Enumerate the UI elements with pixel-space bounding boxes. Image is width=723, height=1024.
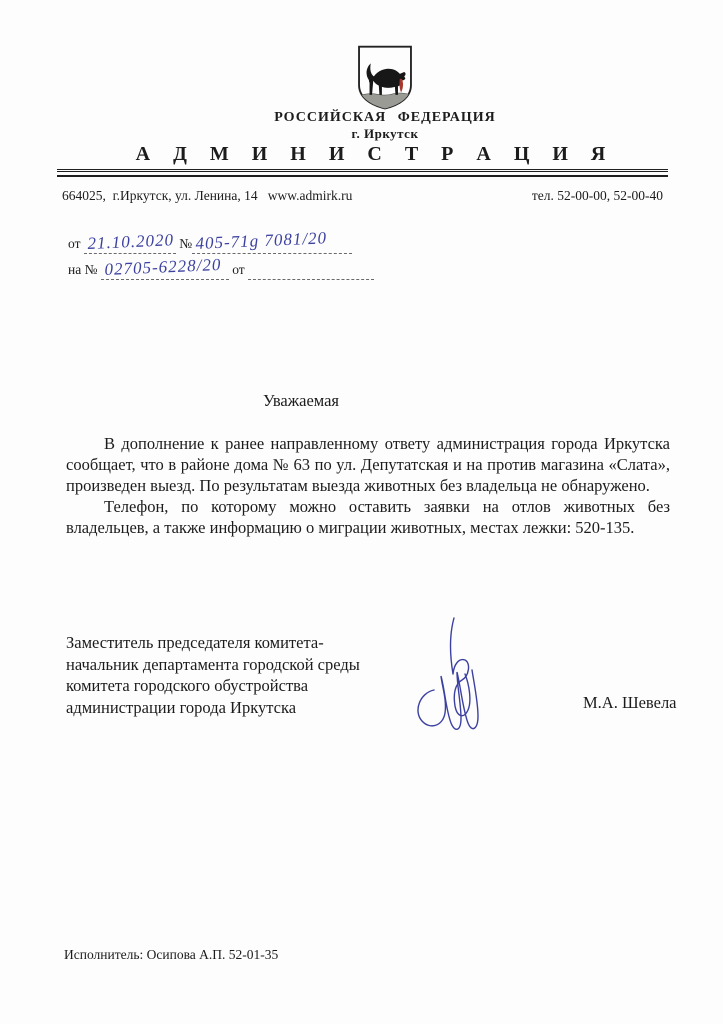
reply-number-blank xyxy=(101,254,229,280)
number-label: № xyxy=(175,236,193,251)
contact-row xyxy=(62,188,663,204)
city-title: г. Иркутск xyxy=(351,126,419,141)
from-label: от xyxy=(68,236,84,251)
postal-address: 664025, г.Иркутск, ул. Ленина, 14 www.admirk.ru xyxy=(62,188,353,203)
outgoing-reference-line xyxy=(68,228,374,254)
handwritten-date: 21.10.2020 xyxy=(86,230,175,254)
reply-date-label: от xyxy=(228,262,249,277)
signer-name: М.А. Шевела xyxy=(583,693,677,712)
handwritten-signature xyxy=(408,614,500,748)
reply-date-blank xyxy=(248,259,374,280)
signer-position xyxy=(66,632,426,718)
paragraph-2: Телефон, по которому можно оставить заявки на отлов животных без владельцев, а также информацию о миграции животных, местах лежки: 520-135. xyxy=(66,497,670,537)
handwritten-number: 405-71g 7081/20 xyxy=(195,228,328,254)
reference-block xyxy=(68,228,374,280)
header-divider xyxy=(57,169,668,177)
paragraph-1: В дополнение к ранее направленному ответу администрация города Иркутска сообщает, что в районе дома № 63 по ул. Депутатская и на против магазина «Слата», произведен выезд. По результатам выезда животных без владельца не обнаружено. xyxy=(66,434,670,495)
salutation: Уважаемая xyxy=(263,391,340,410)
position-line: комитета городского обустройства xyxy=(66,676,309,695)
reply-label: на № xyxy=(68,262,101,277)
organization-title: А Д М И Н И С Т Р А Ц И Я xyxy=(135,143,615,165)
executor-note: Исполнитель: Осипова А.П. 52-01-35 xyxy=(64,947,279,962)
phone-numbers: тел. 52-00-00, 52-00-40 xyxy=(531,188,663,203)
country-title: РОССИЙСКАЯ ФЕДЕРАЦИЯ xyxy=(274,110,496,125)
date-blank xyxy=(84,230,176,254)
number-blank xyxy=(192,228,352,254)
handwritten-reply-number: 02705-6228/20 xyxy=(103,254,222,280)
position-line: Заместитель председателя комитета- xyxy=(66,633,324,652)
irkutsk-coat-of-arms-icon xyxy=(354,43,416,111)
position-line: начальник департамента городской среды xyxy=(66,654,360,674)
incoming-reference-line xyxy=(68,254,374,280)
letter-body xyxy=(66,390,670,538)
ground-mound xyxy=(358,93,412,111)
position-line: администрации города Иркутска xyxy=(66,697,297,717)
